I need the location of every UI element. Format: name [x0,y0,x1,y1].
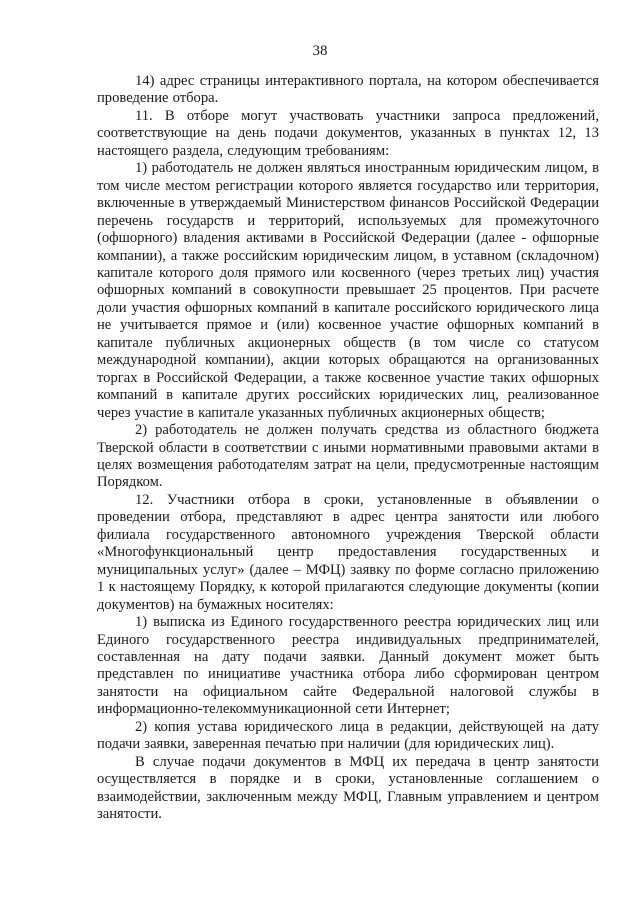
paragraph-mfc-transfer: В случае подачи документов в МФЦ их передача в центр занятости осуществляется в порядке и в сроки, установленные соглашением о взаимодействии, заключенным между МФЦ, Главным управлением и центром занятости. [97,753,599,823]
page-number: 38 [312,43,328,59]
paragraph-requirement-1: 1) работодатель не должен являться иностранным юридическим лицом, в том числе местом регистрации которого является государство или территория, включенные в утверждаемый Министерством финансов Российской Федерации перечень государств и территорий, используемых для промежуточного (офшорного) владения активами в Российской Федерации (далее - офшорные компании), а также российским юридическим лицом, в уставном (складочном) капитале которого доля прямого или косвенного (через третьих лиц) участия офшорных компаний в совокупности превышает 25 процентов. При расчете доли участия офшорных компаний в капитале российского юридического лица не учитывается прямое и (или) косвенное участие офшорных компаний в капитале публичных акционерных обществ (в том числе со статусом международной компании), акции которых обращаются на организованных торгах в Российской Федерации, а также косвенное участие таких офшорных компаний в капитале других российских юридических лиц, реализованное через участие в капитале указанных публичных акционерных обществ; [97,160,599,421]
document-body [97,73,599,823]
paragraph-document-2: 2) копия устава юридического лица в редакции, действующей на дату подачи заявки, заверенная печатью при наличии (для юридических лиц). [97,718,599,753]
paragraph-section-11: 11. В отборе могут участвовать участники запроса предложений, соответствующие на день подачи документов, указанных в пунктах 12, 13 настоящего раздела, следующим требованиям: [97,107,599,159]
paragraph-requirement-2: 2) работодатель не должен получать средства из областного бюджета Тверской области в соответствии с иными нормативными правовыми актами в целях возмещения работодателям затрат на цели, предусмотренные настоящим Порядком. [97,422,599,491]
paragraph-section-12: 12. Участники отбора в сроки, установленные в объявлении о проведении отбора, представляют в адрес центра занятости или любого филиала государственного автономного учреждения Тверской области «Многофункциональный центр предоставления государственных и муниципальных услуг» (далее – МФЦ) заявку по форме согласно приложению 1 к настоящему Порядку, к которой прилагаются следующие документы (копии документов) на бумажных носителях: [97,491,599,613]
paragraph-document-1: 1) выписка из Единого государственного реестра юридических лиц или Единого государственного реестра индивидуальных предпринимателей, составленная на дату подачи заявки. Данный документ может быть представлен по инициативе участника отбора либо сформирован центром занятости на официальном сайте Федеральной налоговой службы в информационно-телекоммуникационной сети Интернет; [97,614,599,718]
paragraph-item-14: 14) адрес страницы интерактивного портала, на котором обеспечивается проведение отбора. [97,73,599,107]
